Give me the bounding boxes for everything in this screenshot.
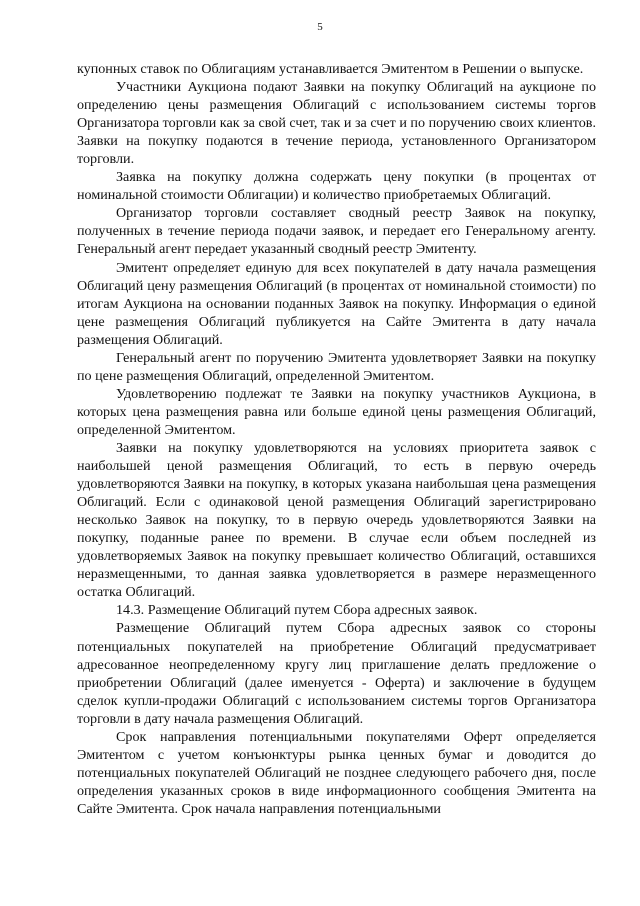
- document-body: [77, 60, 596, 818]
- paragraph-bid-priority: Заявки на покупку удовлетворяются на условиях приоритета заявок с наибольшей ценой размещения Облигаций, то есть в первую очередь удовлетворяются Заявки на покупку, в которых указана наибольшая цена размещения Облигаций. Если с одинаковой ценой размещения Облигаций зарегистрировано несколько Заявок на покупку, то в первую очередь удовлетворяются Заявки на покупку, поданные ранее по времени. В случае если объем последней из удовлетворяемых Заявок на покупку превышает количество Облигаций, оставшихся неразмещенными, то данная заявка удовлетворяется в размере неразмещенного остатка Облигаций.: [77, 439, 596, 601]
- paragraph-offer-deadline: Срок направления потенциальными покупателями Оферт определяется Эмитентом с учетом конъюнктуры рынка ценных бумаг и доводится до потенциальных покупателей Облигаций не позднее следующего рабочего дня, после определения указанных сроков в виде информационного сообщения Эмитента на Сайте Эмитента. Срок начала направления потенциальными: [77, 728, 596, 817]
- paragraph-continuation: купонных ставок по Облигациям устанавливается Эмитентом в Решении о выпуске.: [77, 61, 584, 77]
- paragraph-eligible-bids: Удовлетворению подлежат те Заявки на покупку участников Аукциона, в которых цена размещения равна или больше единой цены размещения Облигаций, определенной Эмитентом.: [77, 385, 596, 438]
- page-number: 5: [317, 21, 323, 33]
- section-heading-14-3: 14.3. Размещение Облигаций путем Сбора адресных заявок.: [116, 602, 478, 619]
- paragraph-auction-bids: Участники Аукциона подают Заявки на покупку Облигаций на аукционе по определению цены размещения Облигаций с использованием системы торгов Организатора торговли как за свой счет, так и за счет и по поручению своих клиентов. Заявки на покупку подаются в течение периода, установленного Организатором торговли.: [77, 79, 596, 168]
- paragraph-bid-content: Заявка на покупку должна содержать цену покупки (в процентах от номинальной стоимости Облигации) и количество приобретаемых Облигаций.: [77, 169, 596, 204]
- paragraph-consolidated-register: Организатор торговли составляет сводный реестр Заявок на покупку, полученных в течение периода подачи заявок, и передает его Генеральному агенту. Генеральный агент передает указанный сводный реестр Эмитенту.: [77, 205, 596, 258]
- paragraph-single-price: Эмитент определяет единую для всех покупателей в дату начала размещения Облигаций цену размещения Облигаций (в процентах от номинальной стоимости) по итогам Аукциона на основании поданных Заявок на покупку. Информация о единой цене размещения Облигаций публикуется на Сайте Эмитента в дату начала размещения Облигаций.: [77, 259, 596, 348]
- paragraph-agent-satisfies: Генеральный агент по поручению Эмитента удовлетворяет Заявки на покупку по цене размещения Облигаций, определенной Эмитентом.: [77, 349, 596, 384]
- paragraph-address-orders: Размещение Облигаций путем Сбора адресных заявок со стороны потенциальных покупателей на приобретение Облигаций предусматривает адресованное неопределенному кругу лиц приглашение делать предложение о приобретении Облигаций (далее именуется - Оферта) и заключение в будущем сделок купли-продажи Облигаций с использованием системы торгов Организатора торговли в дату начала размещения Облигаций.: [77, 620, 596, 727]
